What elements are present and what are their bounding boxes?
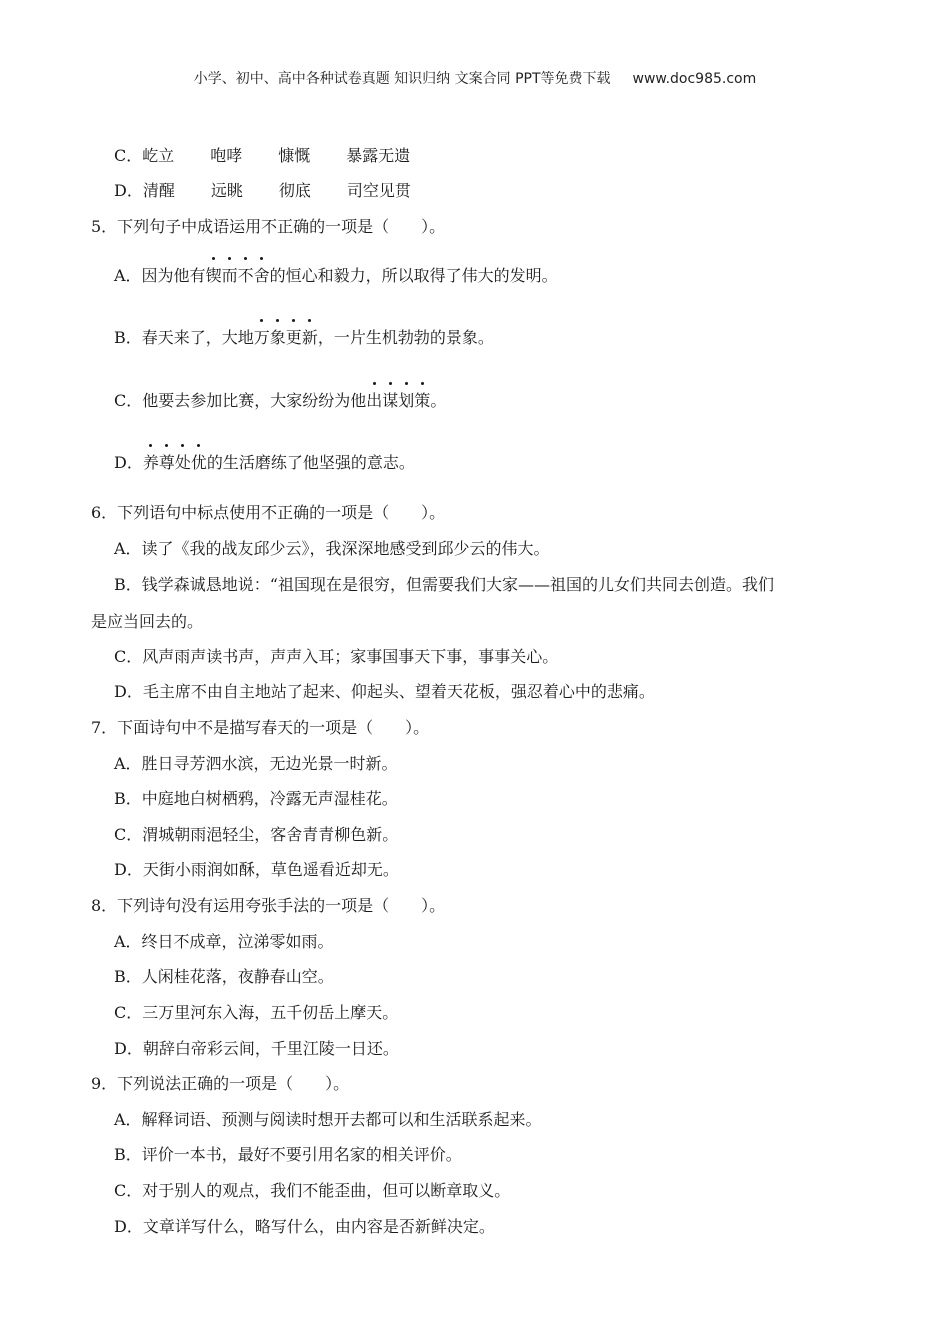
dotted-char: 万 xyxy=(253,328,270,347)
q6-option-c: C．风声雨声读书声，声声入耳；家事国事天下事，事事关心。 xyxy=(114,647,559,666)
word: 清醒 xyxy=(142,181,175,200)
dotted-char: 更 xyxy=(285,328,302,347)
q7-stem: 7．下面诗句中不是描写春天的一项是（ ）。 xyxy=(91,718,430,737)
word: 暴露无遗 xyxy=(346,146,411,165)
header-text: 小学、初中、高中各种试卷真题 知识归纳 文案合同 PPT等免费下载 xyxy=(193,71,611,87)
header-site: www.doc985.com xyxy=(632,71,757,87)
q7-option-c: C．渭城朝雨浥轻尘，客舍青青柳色新。 xyxy=(114,825,399,844)
q9-stem: 9．下列说法正确的一项是（ ）。 xyxy=(91,1074,350,1093)
q6-option-b: B．钱学森诚恳地说：“祖国现在是很穷，但需要我们大家——祖国的儿女们共同去创造。我们 xyxy=(114,575,774,594)
q6-option-b-continued: 是应当回去的。 xyxy=(91,612,204,631)
dotted-char: 谋 xyxy=(382,391,399,410)
q7-option-d: D．天街小雨润如酥，草色遥看近却无。 xyxy=(114,860,399,879)
dotted-char: 而 xyxy=(221,266,238,285)
q5-option-a xyxy=(114,266,558,286)
dotted-char: 策 xyxy=(414,391,431,410)
q9-option-a: A．解释词语、预测与阅读时想开去都可以和生活联系起来。 xyxy=(114,1110,542,1129)
q7-option-a: A．胜日寻芳泗水滨，无边光景一时新。 xyxy=(114,754,398,773)
q5-option-d xyxy=(114,453,415,473)
dotted-char: 划 xyxy=(398,391,415,410)
option-letter: C． xyxy=(114,146,143,165)
dotted-char: 处 xyxy=(174,453,191,472)
option-text: 。 xyxy=(430,391,447,410)
q4-option-c xyxy=(114,146,410,166)
option-text: D． xyxy=(114,453,143,472)
q4-option-d xyxy=(114,181,411,201)
option-text: B．春天来了，大地 xyxy=(114,328,254,347)
word: 咆哮 xyxy=(210,146,243,165)
option-text: 的恒心和毅力，所以取得了伟大的发明。 xyxy=(269,266,558,285)
dotted-char: 舍 xyxy=(253,266,270,285)
dotted-char: 锲 xyxy=(205,266,222,285)
dotted-char: 新 xyxy=(301,328,318,347)
q8-stem: 8．下列诗句没有运用夸张手法的一项是（ ）。 xyxy=(91,896,446,915)
dotted-char: 不 xyxy=(237,266,254,285)
dotted-char: 养 xyxy=(142,453,159,472)
word: 慷慨 xyxy=(278,146,311,165)
option-text: A．因为他有 xyxy=(114,266,206,285)
dotted-char: 象 xyxy=(269,328,286,347)
q8-option-b: B．人闲桂花落，夜静春山空。 xyxy=(114,967,334,986)
q8-option-d: D．朝辞白帝彩云间，千里江陵一日还。 xyxy=(114,1039,399,1058)
dotted-char: 出 xyxy=(366,391,383,410)
q6-option-a: A．读了《我的战友邱少云》，我深深地感受到邱少云的伟大。 xyxy=(114,539,550,558)
q7-option-b: B．中庭地白树栖鸦，冷露无声湿桂花。 xyxy=(114,789,398,808)
word: 屹立 xyxy=(142,146,175,165)
q5-option-c xyxy=(114,391,446,411)
q8-option-a: A．终日不成章，泣涕零如雨。 xyxy=(114,932,334,951)
option-text: C．他要去参加比赛，大家纷纷为他 xyxy=(114,391,367,410)
q5-option-b xyxy=(114,328,494,348)
q6-stem: 6．下列语句中标点使用不正确的一项是（ ）。 xyxy=(91,503,446,522)
option-text: ，一片生机勃勃的景象。 xyxy=(317,328,494,347)
option-text: 的生活磨练了他坚强的意志。 xyxy=(206,453,415,472)
q9-option-d: D．文章详写什么，略写什么，由内容是否新鲜决定。 xyxy=(114,1217,495,1236)
dotted-char: 优 xyxy=(190,453,207,472)
q8-option-c: C．三万里河东入海，五千仞岳上摩天。 xyxy=(114,1003,399,1022)
option-letter: D． xyxy=(114,181,143,200)
q9-option-c: C．对于别人的观点，我们不能歪曲，但可以断章取义。 xyxy=(114,1181,511,1200)
q5-stem: 5．下列句子中成语运用不正确的一项是（ ）。 xyxy=(91,217,446,236)
word: 彻底 xyxy=(278,181,311,200)
q6-option-d: D．毛主席不由自主地站了起来、仰起头、望着天花板，强忍着心中的悲痛。 xyxy=(114,682,655,701)
word: 司空见贯 xyxy=(346,181,411,200)
q9-option-b: B．评价一本书，最好不要引用名家的相关评价。 xyxy=(114,1145,462,1164)
dotted-char: 尊 xyxy=(158,453,175,472)
page-header xyxy=(0,68,950,88)
word: 远眺 xyxy=(210,181,243,200)
